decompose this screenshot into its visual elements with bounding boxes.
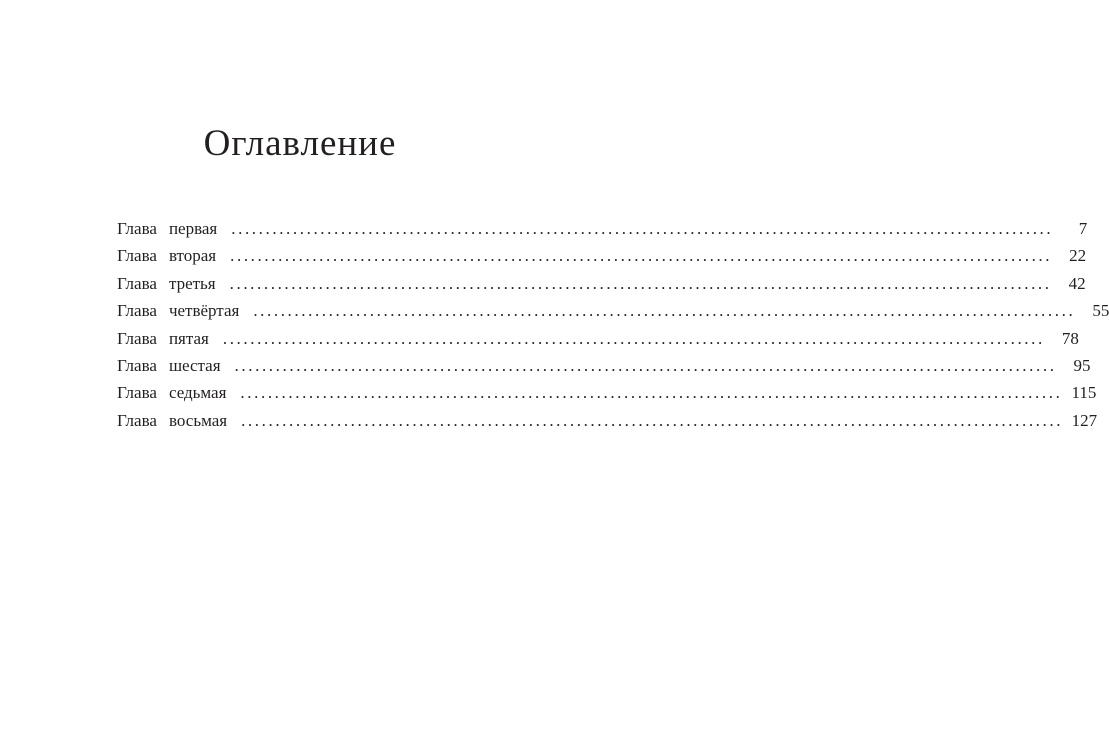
chapter-name: шестая — [168, 355, 221, 375]
page-number: 115 — [1071, 383, 1097, 403]
toc-entry[interactable] — [117, 242, 1087, 269]
chapter-word: Глава — [117, 273, 157, 293]
toc-title: Оглавление — [203, 123, 397, 164]
chapter-name: седьмая — [168, 383, 227, 403]
toc-entry[interactable] — [117, 407, 1098, 434]
chapter-word: Глава — [117, 301, 157, 321]
toc-entry[interactable] — [117, 325, 1079, 352]
chapter-word: Глава — [117, 328, 157, 348]
page-number: 95 — [1073, 355, 1091, 375]
dot-leader: ........................................................................................................................ — [240, 383, 1063, 403]
dot-leader: ........................................................................................................................ — [230, 246, 1053, 266]
page-number: 7 — [1078, 219, 1088, 238]
chapter-word: Глава — [117, 246, 157, 266]
chapter-name: восьмая — [168, 410, 228, 430]
chapter-name: первая — [168, 219, 218, 238]
dot-leader: ........................................................................................................................ — [222, 328, 1045, 348]
chapter-name: четвёртая — [168, 301, 240, 321]
dot-leader: ........................................................................................................................ — [231, 219, 1054, 238]
dot-leader: ........................................................................................................................ — [229, 273, 1052, 293]
chapter-name: пятая — [168, 328, 209, 348]
toc-entry[interactable] — [117, 352, 1091, 379]
page-number: 127 — [1071, 410, 1098, 430]
toc-entry[interactable] — [117, 270, 1086, 297]
toc-entry[interactable] — [117, 215, 1088, 242]
chapter-name: вторая — [168, 246, 217, 266]
toc-entry[interactable] — [117, 297, 1109, 324]
toc-entry[interactable] — [117, 379, 1097, 406]
page-number: 55 — [1092, 301, 1109, 321]
toc-list — [117, 215, 1109, 434]
page-number: 22 — [1069, 246, 1087, 266]
chapter-name: третья — [168, 273, 216, 293]
page-number: 78 — [1061, 328, 1079, 348]
chapter-word: Глава — [117, 383, 157, 403]
dot-leader: ........................................................................................................................ — [241, 410, 1064, 430]
chapter-word: Глава — [117, 219, 157, 238]
dot-leader: ........................................................................................................................ — [253, 301, 1076, 321]
dot-leader: ........................................................................................................................ — [234, 355, 1057, 375]
chapter-word: Глава — [117, 410, 157, 430]
chapter-word: Глава — [117, 355, 157, 375]
page-number: 42 — [1068, 273, 1086, 293]
